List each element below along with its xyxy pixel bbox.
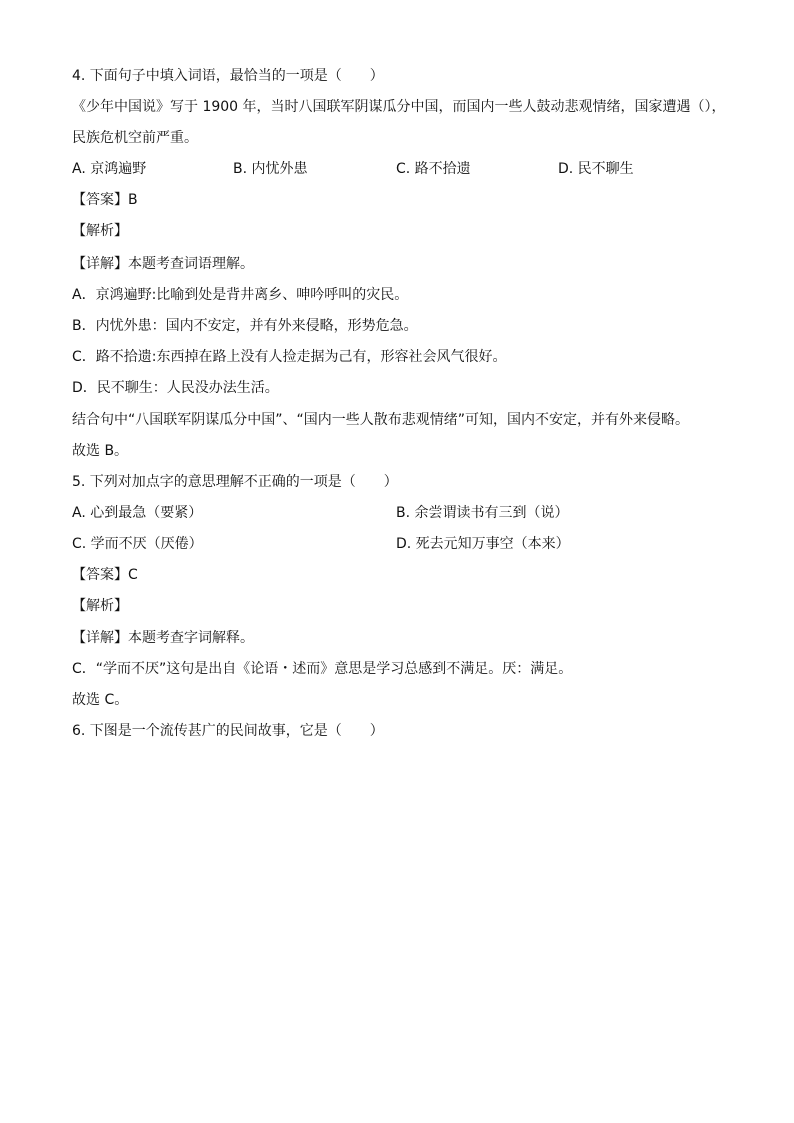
q4-explain-b: B．内忧外患：国内不安定，并有外来侵略，形势危急。 [72, 318, 418, 334]
q5-explain-choice: 故选 C。 [72, 692, 129, 708]
q4-explain-conclusion: 结合句中“八国联军阴谋瓜分中国”、“国内一些人散布悲观情绪”可知，国内不安定，并有外来侵略。 [72, 412, 690, 428]
q5-option-d: D. 死去元知万事空（本来） [396, 536, 570, 552]
q4-stem: 4. 下面句子中填入词语，最恰当的一项是（ ） [72, 68, 384, 84]
q4-explain-choice: 故选 B。 [72, 443, 129, 459]
q4-explain-c: C．路不拾遗:东西掉在路上没有人捡走据为己有，形容社会风气很好。 [72, 349, 507, 365]
q5-answer: 【答案】C [72, 567, 138, 583]
q4-option-c: C. 路不拾遗 [396, 161, 471, 177]
q6-stem: 6. 下图是一个流传甚广的民间故事，它是（ ） [72, 723, 384, 739]
q5-option-c: C. 学而不厌（厌倦） [72, 536, 203, 552]
q4-passage-line2: 民族危机空前严重。 [72, 130, 198, 146]
q5-detail: 【详解】本题考查字词解释。 [72, 630, 254, 646]
q4-detail: 【详解】本题考查词语理解。 [72, 256, 254, 272]
q4-option-a: A. 京鸿遍野 [72, 161, 147, 177]
q4-explain-a: A．京鸿遍野:比喻到处是背井离乡、呻吟呼叫的灾民。 [72, 287, 409, 303]
q5-stem: 5. 下列对加点字的意思理解不正确的一项是（ ） [72, 474, 398, 490]
q4-option-b: B. 内忧外患 [233, 161, 308, 177]
q4-answer: 【答案】B [72, 192, 138, 208]
q4-analysis-tag: 【解析】 [72, 223, 128, 239]
q5-analysis-tag: 【解析】 [72, 598, 128, 614]
q5-option-b: B. 余尝谓读书有三到（说） [396, 505, 569, 521]
q4-explain-d: D．民不聊生：人民没办法生活。 [72, 380, 279, 396]
q4-passage-line1: 《少年中国说》写于 1900 年，当时八国联军阴谋瓜分中国，而国内一些人鼓动悲观情绪，国家遭遇（）， [72, 99, 726, 115]
q5-explain-c: C．“学而不厌”这句是出自《论语・述而》意思是学习总感到不满足。厌：满足。 [72, 661, 573, 677]
q4-option-d: D. 民不聊生 [558, 161, 634, 177]
q5-option-a: A. 心到最急（要紧） [72, 505, 203, 521]
